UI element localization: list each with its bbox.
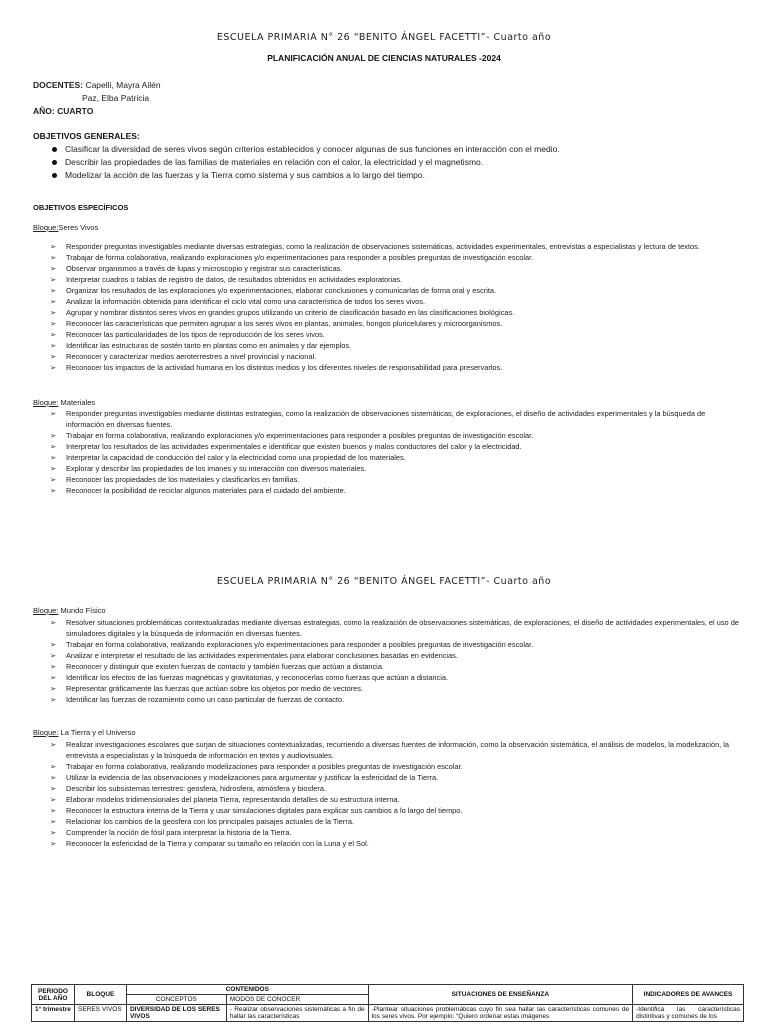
bloque-label-seres-vivos: [33, 223, 98, 232]
cell-conceptos: DIVERSIDAD DE LOS SERES VIVOS: [126, 1005, 226, 1022]
arrow-bullet-icon: ➢: [50, 297, 57, 306]
bloque-name: La Tierra y el Universo: [60, 728, 136, 737]
arrow-bullet-icon: ➢: [50, 242, 57, 251]
bloque-name: Seres Vivos: [58, 223, 99, 232]
arrow-bullet-icon: ➢: [50, 695, 57, 704]
header-modos: MODOS DE CONOCER: [226, 995, 368, 1005]
school-title: ESCUELA PRIMARIA N° 26 “BENITO ÁNGEL FACETTI”- Cuarto año: [216, 576, 552, 587]
cell-periodo: 1° trimestre: [32, 1005, 75, 1022]
arrow-bullet-icon: ➢: [50, 464, 57, 473]
arrow-bullet-icon: ➢: [50, 795, 57, 804]
list-item: ➢ Reconocer las particularidades de los tipos de reproducción de los seres vivos.: [50, 330, 325, 339]
list-item: ➢ Elaborar modelos tridimensionales del planeta Tierra, representando detalles de su estructura interna.: [50, 795, 400, 804]
list-item: Modelizar la acción de las fuerzas y la Tierra como sistema y sus cambios a lo largo del tiempo.: [52, 169, 742, 182]
list-item: ➢ Identificar los efectos de las fuerzas magnéticas y gravitatorias, y reconocerlas como fuerzas que actúan a distancia.: [50, 673, 449, 682]
arrow-bullet-icon: ➢: [50, 618, 57, 627]
table-row: [32, 1005, 744, 1022]
anio-label: AÑO:: [33, 106, 55, 116]
docente-name-1: Capelli, Mayra Ailén: [85, 80, 161, 90]
list-item: ➢ Reconocer y distinguir que existen fuerzas de contacto y también fuerzas que actúan a distancia.: [50, 662, 384, 671]
header-situaciones: SITUACIONES DE ENSEÑANZA: [368, 985, 633, 1005]
list-item: ➢ Identificar las fuerzas de rozamiento como un caso particular de fuerzas de contacto.: [50, 695, 345, 704]
docentes-line-2: [82, 93, 149, 103]
list-item: ➢ Trabajar en forma colaborativa, realizando exploraciones y/o experimentaciones para responder a posibles preguntas de investigación escolar.: [50, 640, 534, 649]
list-item: ➢ Responder preguntas investigables mediante distintas estrategias, como la realización de observaciones sistemáticas, de exploraciones, el diseño de actividades experimentales y la búsqueda de información en diversas fuentes.: [50, 409, 706, 429]
anio-line: [33, 106, 93, 116]
arrow-bullet-icon: ➢: [50, 308, 57, 317]
arrow-bullet-icon: ➢: [50, 264, 57, 273]
list-item: ➢ Reconocer las propiedades de los materiales y clasificarlos en familias.: [50, 475, 300, 484]
list-item: ➢ Interpretar cuadros o tablas de registro de datos, de resultados obtenidos en actividades exploratorias.: [50, 275, 403, 284]
bullet-icon: [52, 173, 57, 178]
objetivos-especificos-title: OBJETIVOS ESPECÍFICOS: [33, 203, 129, 212]
arrow-bullet-icon: ➢: [50, 363, 57, 372]
plan-title: PLANIFICACIÓN ANUAL DE CIENCIAS NATURALES -2024: [267, 53, 501, 63]
arrow-bullet-icon: ➢: [50, 662, 57, 671]
header-conceptos: CONCEPTOS: [126, 995, 226, 1005]
list-item: ➢ Reconocer las características que permiten agrupar a los seres vivos en plantas, animales, hongos pluricelulares y microorganismos.: [50, 319, 503, 328]
bloque-label-materiales: [33, 398, 95, 407]
arrow-bullet-icon: ➢: [50, 684, 57, 693]
list-item: ➢ Organizar los resultados de las exploraciones y/o experimentaciones, elaborar conclusiones y comunicarlas de forma oral y escrita.: [50, 286, 497, 295]
bullet-icon: [52, 147, 57, 152]
bloque-label-tierra-universo: [33, 728, 136, 737]
bloque-materiales-list: [50, 408, 740, 496]
cell-situaciones: -Plantear situaciones problemáticas cuyo fin sea hallar las características comunes de los seres vivos. Por ejemplo: “Quiero ordenar estas imágenes: [368, 1005, 633, 1022]
list-item: ➢ Observar organismos a través de lupas y microscopio y registrar sus características.: [50, 264, 343, 273]
docente-name-2: Paz, Elba Patricia: [82, 93, 150, 103]
arrow-bullet-icon: ➢: [50, 275, 57, 284]
list-item: ➢ Describir los subsistemas terrestres: geosfera, hidrosfera, atmósfera y biosfera.: [50, 784, 327, 793]
arrow-bullet-icon: ➢: [50, 839, 57, 848]
cell-bloque: SERES VIVOS: [74, 1005, 126, 1022]
cell-indicadores: -Identifica las características distintivas y comunes de los: [633, 1005, 744, 1022]
list-item: ➢ Comprender la noción de fósil para interpretar la historia de la Tierra.: [50, 828, 292, 837]
arrow-bullet-icon: ➢: [50, 409, 57, 418]
list-item: ➢ Reconocer la esfericidad de la Tierra y comparar su tamaño en relación con la Luna y el Sol.: [50, 839, 369, 848]
planning-table: [31, 984, 744, 1022]
arrow-bullet-icon: ➢: [50, 431, 57, 440]
arrow-bullet-icon: ➢: [50, 319, 57, 328]
list-item: ➢ Analizar la información obtenida para identificar el ciclo vital como una característica de todos los seres vivos.: [50, 297, 426, 306]
list-item: ➢ Trabajar de forma colaborativa, realizando exploraciones y/o experimentaciones para responder a posibles preguntas de investigación escolar.: [50, 253, 534, 262]
bloque-word: Bloque:: [33, 606, 59, 615]
list-item: ➢ Interpretar los resultados de las actividades experimentales e identificar que existen buenos y malos conductores del calor y la electricidad.: [50, 442, 522, 451]
arrow-bullet-icon: ➢: [50, 817, 57, 826]
bloque-label-mundo-fisico: [33, 606, 106, 615]
bloque-word: Bloque:: [33, 728, 59, 737]
arrow-bullet-icon: ➢: [50, 762, 57, 771]
school-title: ESCUELA PRIMARIA N° 26 “BENITO ÁNGEL FACETTI”- Cuarto año: [216, 32, 552, 43]
arrow-bullet-icon: ➢: [50, 475, 57, 484]
arrow-bullet-icon: ➢: [50, 341, 57, 350]
list-item: ➢ Realizar investigaciones escolares que surjan de situaciones contextualizadas, recurriendo a diversas fuentes de información, como la observación sistemática, el análisis de modelos, la modelización, la entrevista a especialistas y la búsqueda de información en textos y audiovisuales.: [50, 740, 730, 760]
arrow-bullet-icon: ➢: [50, 286, 57, 295]
arrow-bullet-icon: ➢: [50, 352, 57, 361]
arrow-bullet-icon: ➢: [50, 330, 57, 339]
arrow-bullet-icon: ➢: [50, 784, 57, 793]
list-item: ➢ Trabajar en forma colaborativa, realizando exploraciones y/o experimentaciones para responder a posibles preguntas de investigación escolar.: [50, 431, 534, 440]
anio-value: CUARTO: [57, 106, 94, 116]
bloque-name: Mundo Físico: [60, 606, 106, 615]
objetivos-generales-title: OBJETIVOS GENERALES:: [33, 131, 140, 141]
list-item: ➢ Explorar y describir las propiedades de los imanes y su interacción con diversos materiales.: [50, 464, 367, 473]
arrow-bullet-icon: ➢: [50, 453, 57, 462]
arrow-bullet-icon: ➢: [50, 740, 57, 749]
list-item: Describir las propiedades de las familias de materiales en relación con el calor, la electricidad y el magnetismo.: [52, 156, 742, 169]
cell-modos: - Realizar observaciones sistemáticas a fin de hallar las características: [226, 1005, 368, 1022]
header-contenidos: CONTENIDOS: [126, 985, 368, 995]
bloque-word: Bloque:: [33, 398, 59, 407]
header-bloque: BLOQUE: [74, 985, 126, 1005]
list-item: ➢ Identificar las estructuras de sostén tanto en plantas como en animales y dar ejemplos.: [50, 341, 352, 350]
bloque-word: Bloque:: [33, 223, 59, 232]
list-item: ➢ Resolver situaciones problemáticas contextualizadas mediante diversas estrategias, como la realización de observaciones sistemáticas, de exploraciones, el diseño de actividades experimentales, el uso de simuladores digitales y la búsqueda de información en diversas fuentes.: [50, 618, 739, 638]
list-item: ➢ Responder preguntas investigables mediante diversas estrategias, como la realización de observaciones sistemáticas, actividades experimentales, entrevistas a especialistas y lectura de textos.: [50, 242, 700, 251]
list-item: ➢ Reconocer y caracterizar medios aeroterrestres a nivel provincial y nacional.: [50, 352, 317, 361]
list-item: ➢ Interpretar la capacidad de conducción del calor y la electricidad como una propiedad de los materiales.: [50, 453, 406, 462]
arrow-bullet-icon: ➢: [50, 806, 57, 815]
arrow-bullet-icon: ➢: [50, 253, 57, 262]
docentes-line-1: [33, 80, 161, 90]
list-item: ➢ Utilizar la evidencia de las observaciones y modelizaciones para argumentar y justificar la esfericidad de la Tierra.: [50, 773, 439, 782]
arrow-bullet-icon: ➢: [50, 651, 57, 660]
list-item: ➢ Reconocer los impactos de la actividad humana en los distintos medios y los diferentes niveles de responsabilidad para preservarlos.: [50, 363, 503, 372]
arrow-bullet-icon: ➢: [50, 442, 57, 451]
header-indicadores: INDICADORES DE AVANCES: [633, 985, 744, 1005]
arrow-bullet-icon: ➢: [50, 640, 57, 649]
list-item: ➢ Reconocer la estructura interna de la Tierra y usar simulaciones digitales para explicar sus cambios a lo largo del tiempo.: [50, 806, 463, 815]
docentes-label: DOCENTES:: [33, 80, 84, 90]
list-item: ➢ Analizar e interpretar el resultado de las actividades experimentales para elaborar conclusiones basadas en evidencias.: [50, 651, 458, 660]
list-item: ➢ Reconocer la posibilidad de reciclar algunos materiales para el cuidado del ambiente.: [50, 486, 346, 495]
list-item: ➢ Trabajar en forma colaborativa, realizando modelizaciones para responder a posibles preguntas de investigación escolar.: [50, 762, 463, 771]
bloque-tierra-universo-list: [50, 739, 740, 849]
bullet-icon: [52, 160, 57, 165]
list-item: Clasificar la diversidad de seres vivos según criterios establecidos y conocer algunas de sus funciones en interacción con el medio.: [52, 143, 742, 156]
arrow-bullet-icon: ➢: [50, 673, 57, 682]
bloque-mundo-fisico-list: [50, 617, 740, 705]
header-periodo: PERIODO DEL AÑO: [32, 985, 75, 1005]
arrow-bullet-icon: ➢: [50, 773, 57, 782]
list-item: ➢ Relacionar los cambios de la geosfera con los principales paisajes actuales de la Tierra.: [50, 817, 354, 826]
arrow-bullet-icon: ➢: [50, 486, 57, 495]
bloque-name: Materiales: [60, 398, 96, 407]
list-item: ➢ Agrupar y nombrar distintos seres vivos en grandes grupos utilizando un criterio de clasificación basado en las clasificaciones biológicas.: [50, 308, 515, 317]
objetivos-generales-list: [52, 143, 742, 182]
bloque-seres-vivos-list: [50, 241, 740, 373]
list-item: ➢ Representar gráficamente las fuerzas que actúan sobre los objetos por medio de vectores.: [50, 684, 364, 693]
document-page-2: [0, 560, 768, 1024]
arrow-bullet-icon: ➢: [50, 828, 57, 837]
